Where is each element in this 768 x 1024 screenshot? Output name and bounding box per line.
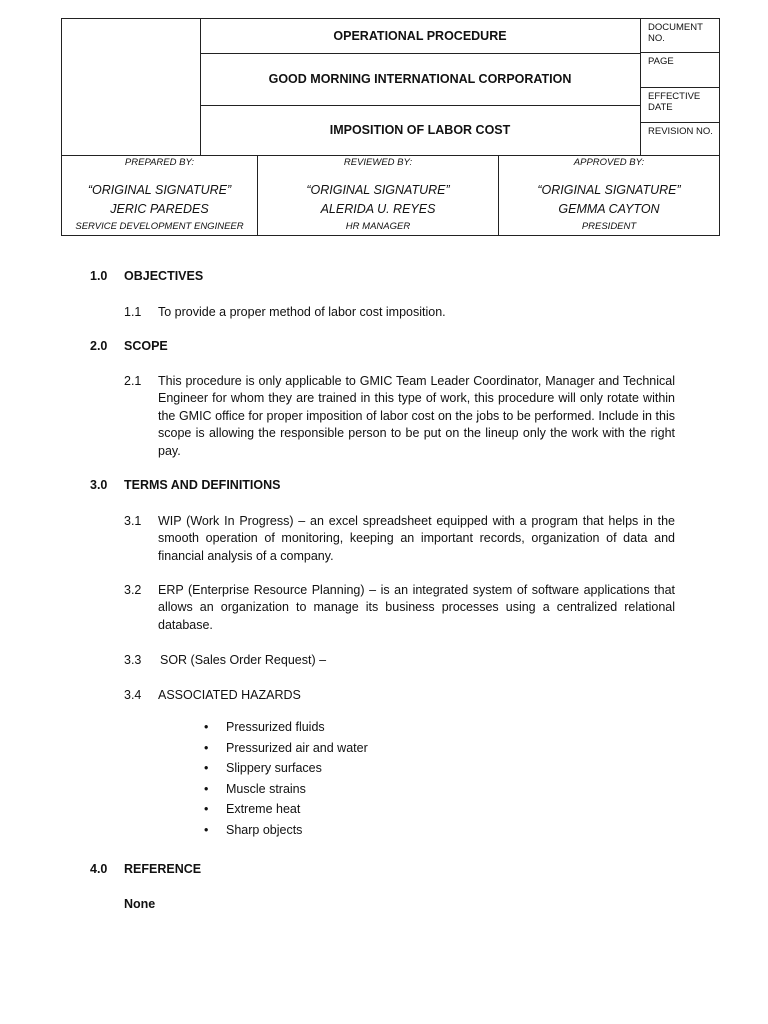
page-label: PAGE xyxy=(640,53,719,88)
procedure-type: OPERATIONAL PROCEDURE xyxy=(200,19,640,54)
bullet-icon: • xyxy=(204,740,209,755)
item-number: 3.3 xyxy=(124,653,142,667)
signature-text: “ORIGINAL SIGNATURE” xyxy=(87,183,232,197)
section-heading-scope xyxy=(90,339,168,353)
list-item xyxy=(204,720,368,741)
signatory-name: GEMMA CAYTON xyxy=(558,202,660,216)
reference-text: None xyxy=(124,897,156,911)
item-3-2 xyxy=(124,582,675,634)
section-title: OBJECTIVES xyxy=(124,269,204,283)
item-3-1 xyxy=(124,513,675,565)
list-item xyxy=(204,761,368,782)
section-title: TERMS AND DEFINITIONS xyxy=(124,478,281,492)
item-number: 2.1 xyxy=(124,374,142,388)
item-text: WIP (Work In Progress) – an excel spreadsheet equipped with a program that helps in the smooth operation of monitoring, keeping an important records, organization of data and financial analysis of a company. xyxy=(158,514,675,563)
document-control-column xyxy=(640,19,719,155)
hazard-text: Extreme heat xyxy=(226,802,301,817)
section-title: SCOPE xyxy=(124,339,168,353)
list-item xyxy=(204,782,368,803)
bullet-icon: • xyxy=(204,802,209,817)
section-title: REFERENCE xyxy=(124,862,202,876)
section-heading-terms xyxy=(90,478,280,492)
header-title-column xyxy=(200,19,641,155)
section-heading-objectives xyxy=(90,269,203,283)
list-item xyxy=(204,823,368,844)
item-3-3 xyxy=(124,652,675,669)
signature-table xyxy=(61,155,720,236)
procedure-subject: IMPOSITION OF LABOR COST xyxy=(329,123,511,137)
item-text: ASSOCIATED HAZARDS xyxy=(158,688,301,702)
document-no-label: DOCUMENT NO. xyxy=(640,19,719,53)
signature-role: REVIEWED BY: xyxy=(343,157,413,168)
bullet-icon: • xyxy=(204,822,209,837)
signatory-title: SERVICE DEVELOPMENT ENGINEER xyxy=(75,221,244,232)
item-3-4 xyxy=(124,687,675,704)
item-text: ERP (Enterprise Resource Planning) – is an integrated system of software applications that allows an organization to manage its business processes using a centralized relational database. xyxy=(158,583,675,632)
hazard-text: Sharp objects xyxy=(226,822,303,837)
item-text: SOR (Sales Order Request) – xyxy=(160,653,327,667)
item-number: 3.4 xyxy=(124,688,142,702)
bullet-icon: • xyxy=(204,720,209,734)
item-number: 1.1 xyxy=(124,305,142,319)
section-number: 3.0 xyxy=(90,478,108,492)
prepared-by-cell xyxy=(62,155,257,235)
item-number: 3.1 xyxy=(124,514,142,528)
item-number: 3.2 xyxy=(124,583,142,597)
signatory-name: ALERIDA U. REYES xyxy=(320,202,436,216)
hazard-text: Muscle strains xyxy=(226,781,306,796)
list-item xyxy=(204,802,368,823)
hazard-text: Pressurized fluids xyxy=(226,720,325,734)
signatory-title: HR MANAGER xyxy=(345,221,411,232)
bullet-icon: • xyxy=(204,761,209,776)
section-number: 1.0 xyxy=(90,269,108,283)
signatory-name: JERIC PAREDES xyxy=(110,202,209,216)
signature-role: APPROVED BY: xyxy=(573,157,645,168)
company-name: GOOD MORNING INTERNATIONAL CORPORATION xyxy=(200,53,640,106)
revision-no-label: REVISION NO. xyxy=(648,126,713,137)
hazard-text: Pressurized air and water xyxy=(226,740,368,755)
document-header-table xyxy=(61,18,720,156)
effective-date-label: EFFECTIVE DATE xyxy=(640,88,719,123)
item-text: To provide a proper method of labor cost imposition. xyxy=(158,305,446,319)
signature-role: PREPARED BY: xyxy=(124,157,195,168)
hazard-text: Slippery surfaces xyxy=(226,761,322,776)
section-heading-reference xyxy=(90,862,201,876)
item-text: This procedure is only applicable to GMIC Team Leader Coordinator, Manager and Technical Engineer for whom they are trained in this type of work, this procedure will only rotate within the GMIC office for proper imposition of labor cost on the jobs to be performed. Include in this scope is allowing the responsible person to be put on the lineup only the work with the right pay. xyxy=(158,374,675,458)
bullet-icon: • xyxy=(204,781,209,796)
item-2-1 xyxy=(124,373,675,460)
hazards-list xyxy=(204,720,368,844)
section-number: 4.0 xyxy=(90,862,108,876)
signature-text: “ORIGINAL SIGNATURE” xyxy=(537,183,681,197)
signature-text: “ORIGINAL SIGNATURE” xyxy=(306,183,450,197)
section-number: 2.0 xyxy=(90,339,108,353)
signatory-title: PRESIDENT xyxy=(581,221,637,232)
item-1-1 xyxy=(124,304,675,321)
reviewed-by-cell xyxy=(257,155,498,235)
logo-cell xyxy=(62,19,201,155)
list-item xyxy=(204,741,368,762)
approved-by-cell xyxy=(498,155,719,235)
